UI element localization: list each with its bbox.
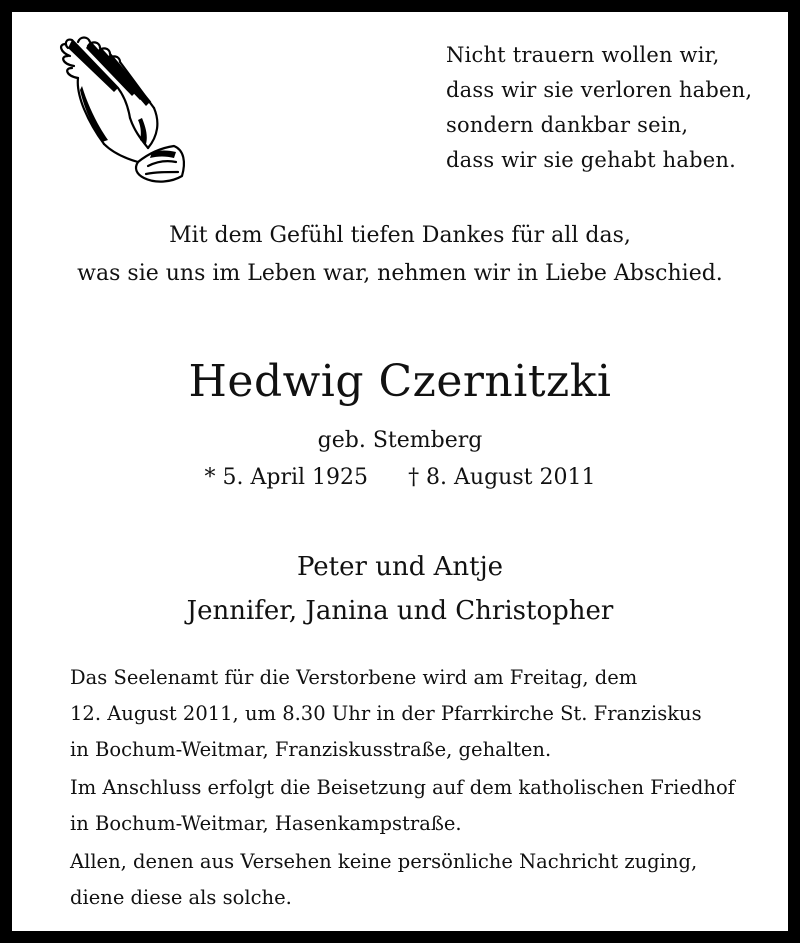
birth-name: geb. Stemberg — [317, 428, 483, 453]
deceased-name: Hedwig Czernitzki — [188, 356, 612, 407]
thanks-line: was sie uns im Leben war, nehmen wir in Liebe Abschied. — [77, 261, 723, 286]
notice-paragraph-burial — [70, 770, 770, 842]
notice-line: 12. August 2011, um 8.30 Uhr in der Pfarrkirche St. Franziskus — [70, 702, 702, 725]
notice-line: Das Seelenamt für die Verstorbene wird am Freitag, dem — [70, 666, 638, 689]
poem-line: dass wir sie verloren haben, — [446, 78, 753, 102]
notice-paragraph-requiem — [70, 660, 770, 768]
notice-line: diene diese als solche. — [70, 886, 292, 909]
poem-line: sondern dankbar sein, — [446, 113, 689, 137]
poem-line: dass wir sie gehabt haben. — [446, 148, 736, 172]
poem-verse — [446, 38, 752, 178]
notice-line: Allen, denen aus Versehen keine persönliche Nachricht zuging, — [70, 850, 698, 873]
praying-hands-icon — [48, 26, 188, 186]
family-line: Peter und Antje — [296, 552, 504, 582]
notice-paragraph-apology — [70, 844, 770, 916]
mourning-family — [12, 545, 788, 633]
notice-line: in Bochum-Weitmar, Hasenkampstraße. — [70, 812, 462, 835]
family-line: Jennifer, Janina und Christopher — [186, 596, 614, 626]
birth-date: * 5. April 1925 — [204, 465, 369, 490]
notice-line: Im Anschluss erfolgt die Beisetzung auf dem katholischen Friedhof — [70, 776, 735, 799]
thanks-line: Mit dem Gefühl tiefen Dankes für all das, — [169, 223, 631, 248]
thanks-text — [12, 217, 788, 293]
obituary-card — [12, 12, 788, 931]
funeral-notice — [70, 660, 770, 918]
death-date: † 8. August 2011 — [408, 465, 596, 490]
poem-line: Nicht trauern wollen wir, — [446, 43, 720, 67]
life-dates — [12, 462, 788, 494]
notice-line: in Bochum-Weitmar, Franziskusstraße, gehalten. — [70, 738, 552, 761]
